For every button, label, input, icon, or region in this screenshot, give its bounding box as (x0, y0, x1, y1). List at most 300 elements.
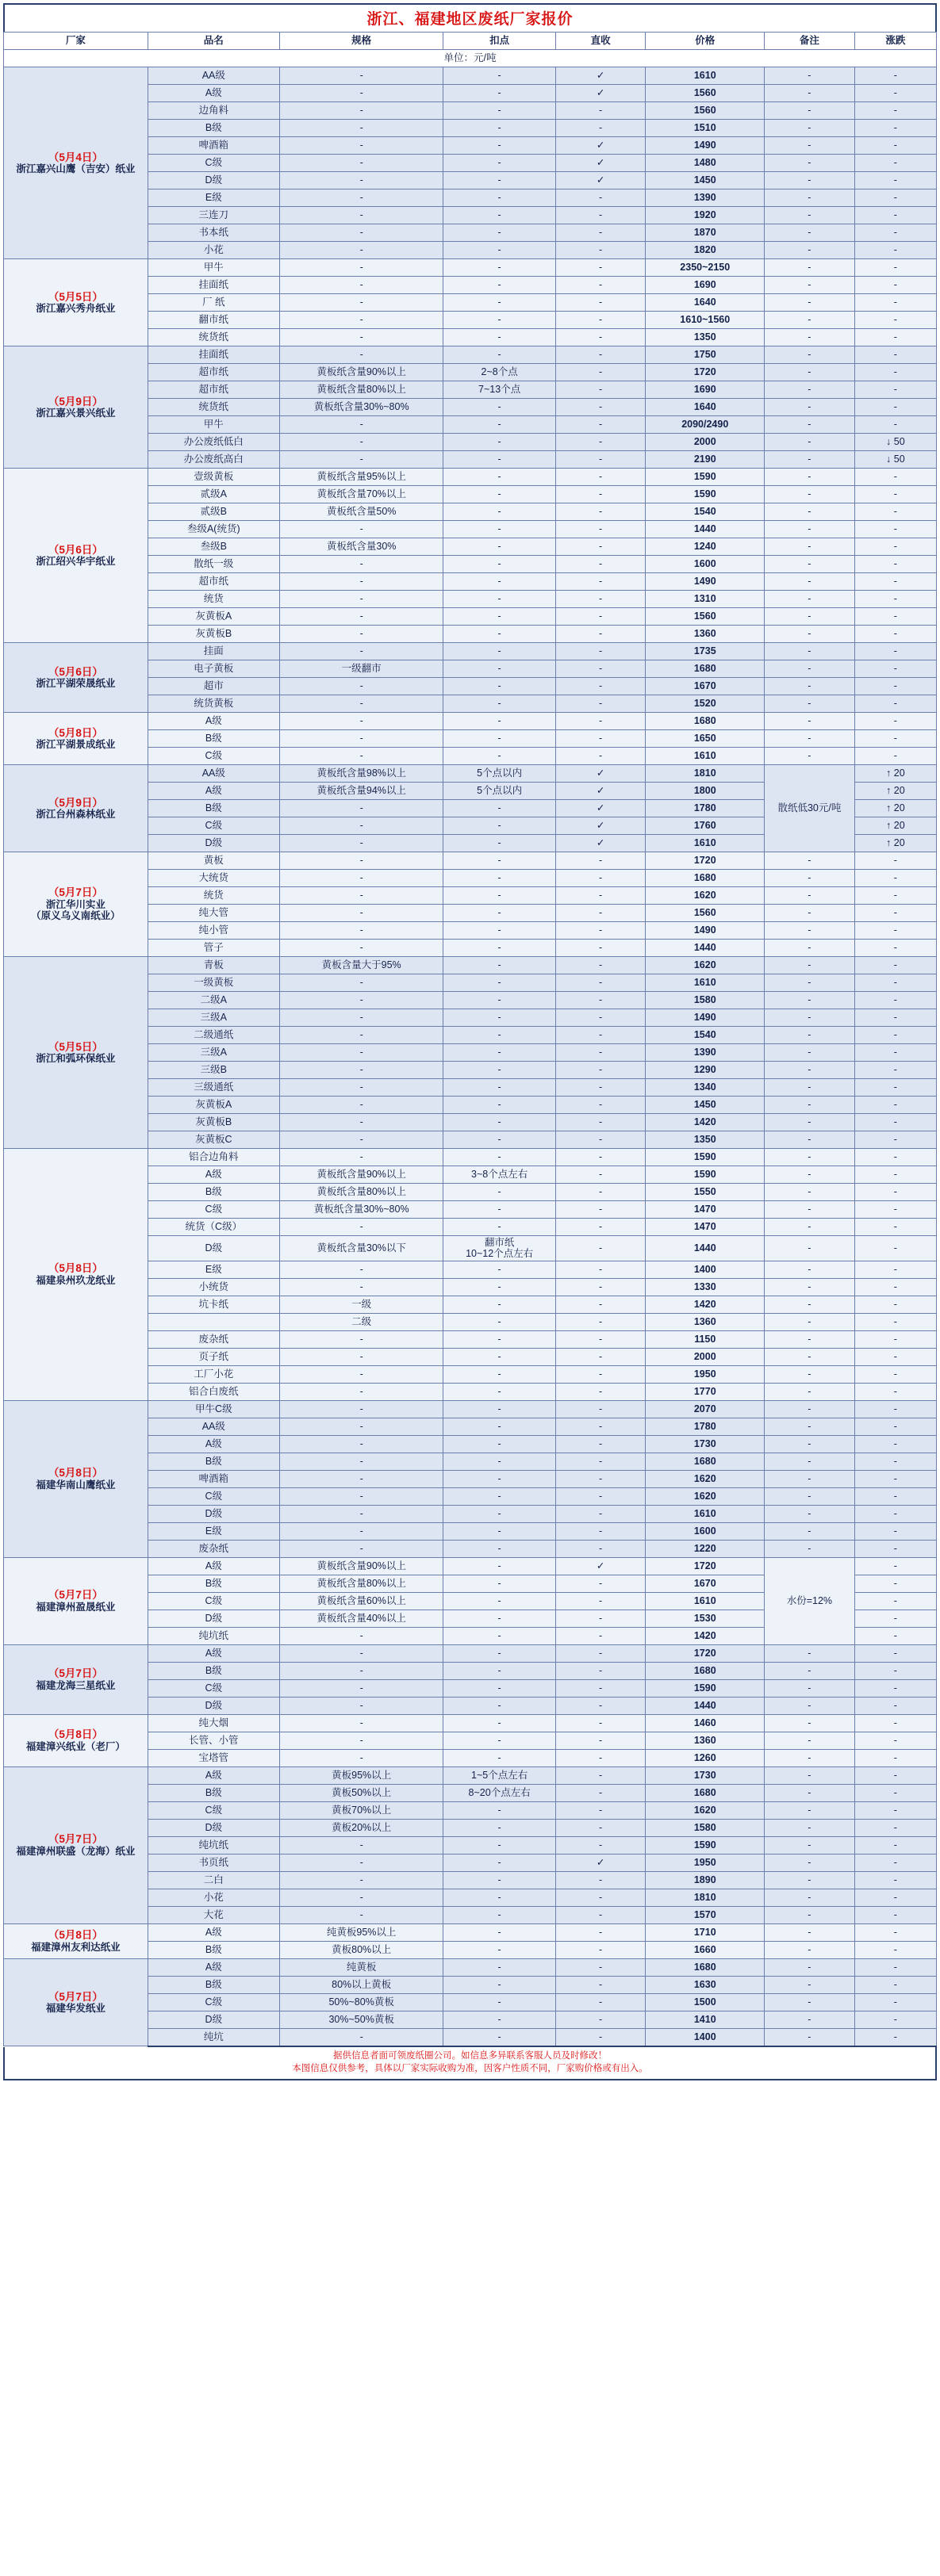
page-title: 浙江、福建地区废纸厂家报价 (3, 3, 937, 32)
change-cell: - (854, 1958, 936, 1976)
product-name: B级 (148, 1575, 279, 1592)
change-cell: - (854, 1313, 936, 1330)
col-note: 备注 (765, 33, 855, 50)
table-row (4, 469, 937, 486)
spec-cell: 黄板70%以上 (279, 1801, 443, 1819)
product-name: 长管、小管 (148, 1732, 279, 1749)
spec-cell: - (279, 242, 443, 259)
product-name: 灰黄板B (148, 626, 279, 643)
product-name: 边角料 (148, 102, 279, 120)
spec-cell: - (279, 608, 443, 626)
note-cell: - (765, 1732, 855, 1749)
spec-cell: - (279, 905, 443, 922)
product-name: C级 (148, 1679, 279, 1697)
deduction-cell: - (443, 1365, 555, 1383)
change-cell: - (854, 207, 936, 224)
factory-date: （5月8日） (48, 1262, 103, 1275)
change-cell: - (854, 957, 936, 974)
change-cell: - (854, 155, 936, 172)
change-cell: - (854, 1801, 936, 1819)
deduction-cell: - (443, 207, 555, 224)
spec-cell: - (279, 1627, 443, 1644)
table-row (4, 643, 937, 660)
spec-cell: - (279, 1149, 443, 1166)
change-cell: - (854, 1453, 936, 1470)
product-name: B级 (148, 120, 279, 137)
note-cell: - (765, 277, 855, 294)
direct-cell: - (555, 626, 646, 643)
price-cell: 1450 (646, 172, 765, 189)
note-cell: - (765, 1540, 855, 1557)
price-cell: 1590 (646, 1836, 765, 1854)
product-name: 纯大烟 (148, 1714, 279, 1732)
product-name: 黄板 (148, 852, 279, 870)
price-cell: 1360 (646, 1732, 765, 1749)
factory-date: （5月9日） (48, 796, 103, 809)
spec-cell: - (279, 1079, 443, 1097)
factory-date: （5月7日） (48, 1589, 103, 1602)
deduction-cell: - (443, 102, 555, 120)
deduction-cell: - (443, 660, 555, 678)
deduction-cell: - (443, 1732, 555, 1749)
deduction-cell: - (443, 1871, 555, 1889)
product-name: B级 (148, 1184, 279, 1201)
deduction-cell: - (443, 1662, 555, 1679)
note-cell: - (765, 1679, 855, 1697)
price-cell: 1550 (646, 1184, 765, 1201)
factory-cell (4, 1557, 148, 1644)
deduction-cell: - (443, 992, 555, 1009)
deduction-cell: - (443, 1296, 555, 1313)
change-cell: - (854, 1976, 936, 1993)
note-cell: - (765, 940, 855, 957)
change-cell: - (854, 573, 936, 591)
product-name: D级 (148, 1236, 279, 1261)
note-cell: - (765, 573, 855, 591)
price-cell: 1620 (646, 887, 765, 905)
price-cell: 1490 (646, 922, 765, 940)
deduction-cell: - (443, 1627, 555, 1644)
product-name: 叁级A(统货) (148, 521, 279, 538)
factory-date: （5月7日） (48, 1833, 103, 1846)
deduction-cell: - (443, 591, 555, 608)
change-cell: - (854, 1679, 936, 1697)
spec-cell: - (279, 1889, 443, 1906)
change-cell: - (854, 887, 936, 905)
direct-cell: - (555, 312, 646, 329)
note-cell: - (765, 1365, 855, 1383)
price-cell: 1330 (646, 1278, 765, 1296)
change-cell: - (854, 364, 936, 381)
change-cell: - (854, 189, 936, 207)
price-cell: 1690 (646, 277, 765, 294)
spec-cell: - (279, 1044, 443, 1062)
note-cell: - (765, 242, 855, 259)
direct-cell: ✓ (555, 67, 646, 85)
direct-cell: - (555, 940, 646, 957)
price-cell: 1560 (646, 905, 765, 922)
note-cell: - (765, 1923, 855, 1941)
deduction-cell: - (443, 1435, 555, 1453)
price-cell: 1660 (646, 1941, 765, 1958)
direct-cell: - (555, 1453, 646, 1470)
product-name: AA级 (148, 1418, 279, 1435)
price-cell: 1720 (646, 852, 765, 870)
direct-cell: - (555, 1923, 646, 1941)
price-cell: 1510 (646, 120, 765, 137)
direct-cell: - (555, 1131, 646, 1149)
change-cell: - (854, 102, 936, 120)
product-name: 甲牛C级 (148, 1400, 279, 1418)
spec-cell: - (279, 817, 443, 835)
table-row (4, 67, 937, 85)
direct-cell: - (555, 1732, 646, 1749)
product-name: 电子黄板 (148, 660, 279, 678)
product-name: D级 (148, 835, 279, 852)
change-cell: - (854, 1044, 936, 1062)
product-name: C级 (148, 155, 279, 172)
spec-cell: - (279, 1540, 443, 1557)
direct-cell: - (555, 1219, 646, 1236)
spec-cell: - (279, 1749, 443, 1766)
direct-cell: - (555, 346, 646, 364)
note-cell: - (765, 1714, 855, 1732)
product-name: E级 (148, 189, 279, 207)
change-cell: ↑ 20 (854, 835, 936, 852)
change-cell: - (854, 259, 936, 277)
price-cell: 1570 (646, 1906, 765, 1923)
price-cell: 1400 (646, 2028, 765, 2046)
product-name: A级 (148, 1557, 279, 1575)
price-cell: 1590 (646, 1149, 765, 1166)
price-cell: 1290 (646, 1062, 765, 1079)
direct-cell: - (555, 1836, 646, 1854)
price-cell: 1440 (646, 940, 765, 957)
footer-line-2: 本图信息仅供参考，具体以厂家实际收购为准，因客户性质不同，厂家购价格或有出入。 (292, 2064, 648, 2074)
direct-cell: - (555, 591, 646, 608)
change-cell: - (854, 85, 936, 102)
spec-cell: 黄板纸含量80%以上 (279, 381, 443, 399)
direct-cell: - (555, 102, 646, 120)
factory-name: 福建漳兴纸业（老厂） (25, 1740, 125, 1752)
price-cell: 2190 (646, 451, 765, 469)
spec-cell: 黄板含量大于95% (279, 957, 443, 974)
price-cell: 1630 (646, 1976, 765, 1993)
spec-cell: - (279, 1062, 443, 1079)
change-cell: - (854, 1854, 936, 1871)
note-cell: - (765, 469, 855, 486)
direct-cell: - (555, 1149, 646, 1166)
deduction-cell: - (443, 1749, 555, 1766)
spec-cell: - (279, 1009, 443, 1027)
price-cell: 1560 (646, 102, 765, 120)
product-name: 大统货 (148, 870, 279, 887)
change-cell: - (854, 748, 936, 765)
product-name: 翻市纸 (148, 312, 279, 329)
note-cell: - (765, 678, 855, 695)
factory-name: 福建泉州玖龙纸业 (36, 1274, 116, 1286)
deduction-cell: - (443, 1889, 555, 1906)
change-cell: - (854, 992, 936, 1009)
direct-cell: - (555, 1435, 646, 1453)
change-cell: - (854, 626, 936, 643)
spec-cell: - (279, 1219, 443, 1236)
deduction-cell: - (443, 608, 555, 626)
deduction-cell: - (443, 2011, 555, 2028)
price-cell: 1310 (646, 591, 765, 608)
price-cell: 1490 (646, 137, 765, 155)
price-cell: 1390 (646, 189, 765, 207)
factory-name: 福建漳州联盛（龙海）纸业 (16, 1845, 136, 1857)
deduction-cell: - (443, 800, 555, 817)
note-cell: - (765, 1079, 855, 1097)
direct-cell: - (555, 1644, 646, 1662)
direct-cell: - (555, 189, 646, 207)
change-cell: - (854, 643, 936, 660)
spec-cell: 一级翻市 (279, 660, 443, 678)
note-cell: - (765, 172, 855, 189)
product-name: 铝合白废纸 (148, 1383, 279, 1400)
factory-cell (4, 1400, 148, 1557)
price-cell: 1610~1560 (646, 312, 765, 329)
spec-cell: - (279, 1097, 443, 1114)
note-cell: - (765, 346, 855, 364)
deduction-cell: - (443, 730, 555, 748)
price-cell: 1560 (646, 85, 765, 102)
change-cell: ↑ 20 (854, 765, 936, 783)
deduction-cell: - (443, 1923, 555, 1941)
deduction-cell: - (443, 329, 555, 346)
factory-name: 浙江嘉兴景兴纸业 (36, 408, 116, 419)
deduction-cell: - (443, 1941, 555, 1958)
factory-date: （5月8日） (48, 726, 103, 739)
product-name: 超市纸 (148, 364, 279, 381)
direct-cell: - (555, 1697, 646, 1714)
deduction-cell: - (443, 940, 555, 957)
change-cell: - (854, 608, 936, 626)
price-cell: 1610 (646, 1592, 765, 1610)
change-cell: - (854, 1662, 936, 1679)
change-cell: - (854, 172, 936, 189)
note-cell: - (765, 259, 855, 277)
spec-cell: - (279, 312, 443, 329)
direct-cell: ✓ (555, 800, 646, 817)
table-row (4, 765, 937, 783)
note-cell: - (765, 1958, 855, 1976)
deduction-cell: - (443, 556, 555, 573)
spec-cell: - (279, 870, 443, 887)
product-name: A级 (148, 1923, 279, 1941)
deduction-cell: - (443, 1400, 555, 1418)
factory-name: 福建漳州友利达纸业 (31, 1941, 121, 1953)
table-row (4, 1923, 937, 1941)
change-cell: - (854, 1819, 936, 1836)
table-row (4, 1644, 937, 1662)
price-cell: 1540 (646, 503, 765, 521)
spec-cell: - (279, 887, 443, 905)
product-name: 三级通纸 (148, 1079, 279, 1097)
change-cell: - (854, 1027, 936, 1044)
factory-name: 福建华发纸业 (45, 2003, 106, 2015)
price-cell: 1680 (646, 1453, 765, 1470)
change-cell: - (854, 1009, 936, 1027)
deduction-cell: 8~20个点左右 (443, 1784, 555, 1801)
product-name: 办公废纸低白 (148, 434, 279, 451)
spec-cell: - (279, 1114, 443, 1131)
direct-cell: - (555, 922, 646, 940)
factory-name: 浙江台州森林纸业 (36, 809, 116, 821)
direct-cell: - (555, 1889, 646, 1906)
price-cell: 1890 (646, 1871, 765, 1889)
deduction-cell: - (443, 1453, 555, 1470)
note-cell: - (765, 1418, 855, 1435)
change-cell: - (854, 591, 936, 608)
spec-cell: - (279, 1131, 443, 1149)
product-name: 三级B (148, 1062, 279, 1079)
product-name: A级 (148, 85, 279, 102)
deduction-cell: - (443, 817, 555, 835)
spec-cell: 黄板50%以上 (279, 1784, 443, 1801)
note-cell: - (765, 1522, 855, 1540)
product-name: 灰黄板A (148, 1097, 279, 1114)
change-cell: - (854, 1435, 936, 1453)
change-cell: - (854, 381, 936, 399)
spec-cell: 黄板纸含量30%以下 (279, 1236, 443, 1261)
price-cell: 1240 (646, 538, 765, 556)
deduction-cell: - (443, 835, 555, 852)
direct-cell: - (555, 207, 646, 224)
note-cell: - (765, 1219, 855, 1236)
spec-cell: - (279, 1662, 443, 1679)
direct-cell: - (555, 1522, 646, 1540)
product-name: 啤酒箱 (148, 1470, 279, 1487)
factory-date: （5月6日） (48, 665, 103, 678)
spec-cell: 黄板纸含量90%以上 (279, 1166, 443, 1184)
deduction-cell: - (443, 1679, 555, 1697)
note-cell: - (765, 1993, 855, 2011)
deduction-cell: - (443, 1027, 555, 1044)
deduction-cell: - (443, 1079, 555, 1097)
direct-cell: - (555, 730, 646, 748)
deduction-cell: - (443, 1697, 555, 1714)
product-name: AA级 (148, 67, 279, 85)
note-cell: - (765, 2011, 855, 2028)
table-header (4, 33, 937, 50)
spec-cell: 黄板纸含量80%以上 (279, 1184, 443, 1201)
change-cell: - (854, 1923, 936, 1941)
direct-cell: - (555, 416, 646, 434)
product-name: 小统货 (148, 1278, 279, 1296)
price-cell: 1950 (646, 1854, 765, 1871)
note-cell: - (765, 521, 855, 538)
factory-cell (4, 765, 148, 852)
direct-cell: - (555, 294, 646, 312)
spec-cell: 黄板20%以上 (279, 1819, 443, 1836)
direct-cell: - (555, 1610, 646, 1627)
price-cell: 2000 (646, 1348, 765, 1365)
product-name: A级 (148, 783, 279, 800)
spec-cell: 纯黄板 (279, 1958, 443, 1976)
deduction-cell: - (443, 626, 555, 643)
direct-cell: - (555, 556, 646, 573)
change-cell: - (854, 1149, 936, 1166)
product-name: 页子纸 (148, 1348, 279, 1365)
price-cell: 1520 (646, 695, 765, 713)
product-name: 小花 (148, 1889, 279, 1906)
note-cell: - (765, 730, 855, 748)
change-cell: - (854, 940, 936, 957)
price-cell: 1480 (646, 155, 765, 172)
spec-cell: 80%以上黄板 (279, 1976, 443, 1993)
note-cell: - (765, 556, 855, 573)
note-cell: - (765, 660, 855, 678)
change-cell: - (854, 1400, 936, 1418)
direct-cell: - (555, 1784, 646, 1801)
deduction-cell: - (443, 1714, 555, 1732)
deduction-cell: - (443, 1418, 555, 1435)
spec-cell: - (279, 591, 443, 608)
note-cell: - (765, 695, 855, 713)
unit-note-row (4, 50, 937, 67)
note-cell: - (765, 643, 855, 660)
direct-cell: - (555, 887, 646, 905)
note-cell: - (765, 155, 855, 172)
direct-cell: ✓ (555, 155, 646, 172)
deduction-cell: - (443, 1261, 555, 1278)
product-name: D级 (148, 2011, 279, 2028)
deduction-cell: - (443, 1219, 555, 1236)
deduction-cell: - (443, 346, 555, 364)
price-cell: 1610 (646, 835, 765, 852)
price-cell: 1680 (646, 870, 765, 887)
note-cell: - (765, 102, 855, 120)
price-cell: 1260 (646, 1749, 765, 1766)
spec-cell: - (279, 1470, 443, 1487)
price-cell: 1610 (646, 748, 765, 765)
direct-cell: - (555, 1027, 646, 1044)
factory-date: （5月8日） (48, 1728, 103, 1741)
direct-cell: - (555, 1418, 646, 1435)
price-cell: 1730 (646, 1766, 765, 1784)
price-cell: 1420 (646, 1296, 765, 1313)
factory-date: （5月8日） (48, 1929, 103, 1942)
deduction-cell: - (443, 538, 555, 556)
col-change: 涨跌 (854, 33, 936, 50)
deduction-cell: - (443, 1540, 555, 1557)
price-cell: 1470 (646, 1219, 765, 1236)
direct-cell: - (555, 1679, 646, 1697)
spec-cell: - (279, 1732, 443, 1749)
price-table (3, 32, 937, 2047)
change-cell: - (854, 1365, 936, 1383)
product-name: 大花 (148, 1906, 279, 1923)
note-cell: - (765, 1505, 855, 1522)
product-name: 壹级黄板 (148, 469, 279, 486)
factory-cell (4, 67, 148, 259)
product-name: AA级 (148, 765, 279, 783)
direct-cell: ✓ (555, 835, 646, 852)
product-name: 二白 (148, 1871, 279, 1889)
factory-cell (4, 346, 148, 469)
spec-cell: - (279, 172, 443, 189)
direct-cell: - (555, 1540, 646, 1557)
table-row (4, 1714, 937, 1732)
price-cell: 2000 (646, 434, 765, 451)
deduction-cell: - (443, 922, 555, 940)
deduction-cell: - (443, 137, 555, 155)
factory-cell (4, 852, 148, 957)
spec-cell: - (279, 1836, 443, 1854)
